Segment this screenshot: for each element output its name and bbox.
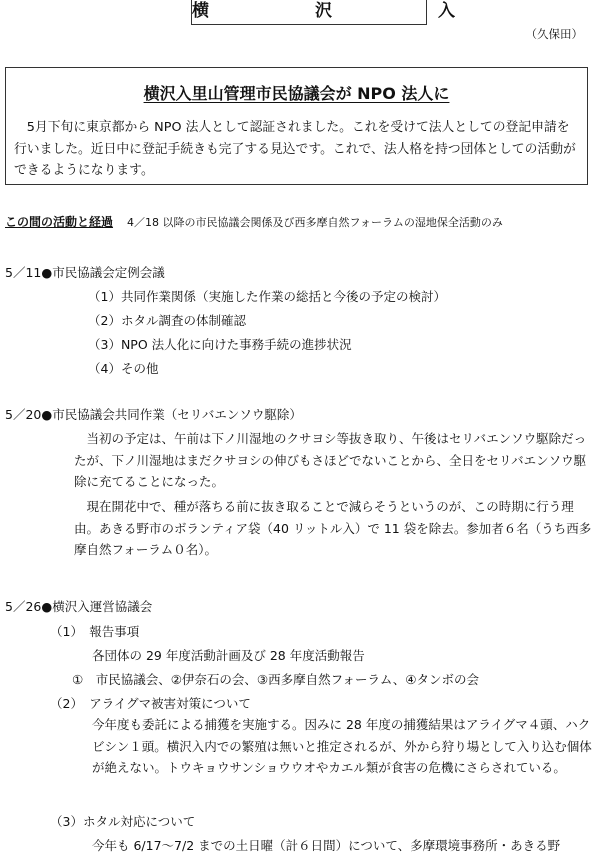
author-name: （久保田） bbox=[525, 27, 583, 41]
list-item: （3）NPO 法人化に向けた事務手続の進捗状況 bbox=[88, 337, 352, 352]
entry-date-0526: 5／26●横沢入運営協議会 bbox=[5, 599, 153, 614]
entry-date-0520: 5／20●市民協議会共同作業（セリバエンソウ駆除） bbox=[5, 407, 302, 422]
entry-paragraph: 現在開花中で、種が落ちる前に抜き取ることで減らそうというのが、この時期に行う理由。あきる野市のボランティア袋（40 リットル入）で 11 袋を除去。参加者６名（うち西多摩自然フォーラム０名）。 bbox=[74, 499, 592, 557]
list-item-sub: ① 市民協議会、②伊奈石の会、③西多摩自然フォーラム、④タンボの会 bbox=[72, 672, 479, 687]
section-heading-title: この間の活動と経過 bbox=[5, 215, 114, 229]
list-item: （1）共同作業関係（実施した作業の総括と今後の予定の検討） bbox=[88, 289, 446, 304]
section-heading-note: 4／18 以降の市民協議会関係及び西多摩自然フォーラムの湿地保全活動のみ bbox=[127, 216, 503, 229]
notice-title: 横沢入里山管理市民協議会が NPO 法人に bbox=[143, 84, 450, 103]
list-item: （2）ホタル調査の体制確認 bbox=[88, 313, 246, 328]
list-item: （4）その他 bbox=[88, 361, 159, 376]
entry-paragraph: 当初の予定は、午前は下ノ川湿地のクサヨシ等抜き取り、午後はセリバエンソウ駆除だったが、下ノ川湿地はまだクサヨシの伸びもさほどでないことから、全日をセリバエンソウ駆除に充てることになった。 bbox=[74, 431, 587, 489]
list-item-label: （1） 報告事項 bbox=[50, 624, 140, 639]
list-item-label: （3）ホタル対応について bbox=[50, 814, 196, 829]
list-item-text: 各団体の 29 年度活動計画及び 28 年度活動報告 bbox=[92, 648, 365, 663]
page-title: 横 沢 入 bbox=[191, 0, 427, 25]
entry-date-0511: 5／11●市民協議会定例会議 bbox=[5, 265, 165, 280]
section-heading bbox=[5, 213, 503, 230]
list-item-text: 今年度も委託による捕獲を実施する。因みに 28 年度の捕獲結果はアライグマ４頭、ハクビシン１頭。横沢入内での繁殖は無いと推定されるが、外から狩り場として入り込む個体が絶えない。トウキョウサンショウウオやカエル類が食害の危機にさらされている。 bbox=[92, 717, 592, 775]
notice-box bbox=[5, 67, 588, 185]
notice-body: 5月下旬に東京都から NPO 法人として認証されました。これを受けて法人としての登記申請を行いました。近日中に登記手続きも完了する見込です。これで、法人格を持つ団体としての活動ができるようになります。 bbox=[14, 120, 576, 178]
list-item-text: 今年も 6/17〜7/2 までの土日曜（計６日間）について、多摩環境事務所・あきる野 bbox=[92, 838, 561, 853]
list-item-label: （2） アライグマ被害対策について bbox=[50, 696, 251, 711]
